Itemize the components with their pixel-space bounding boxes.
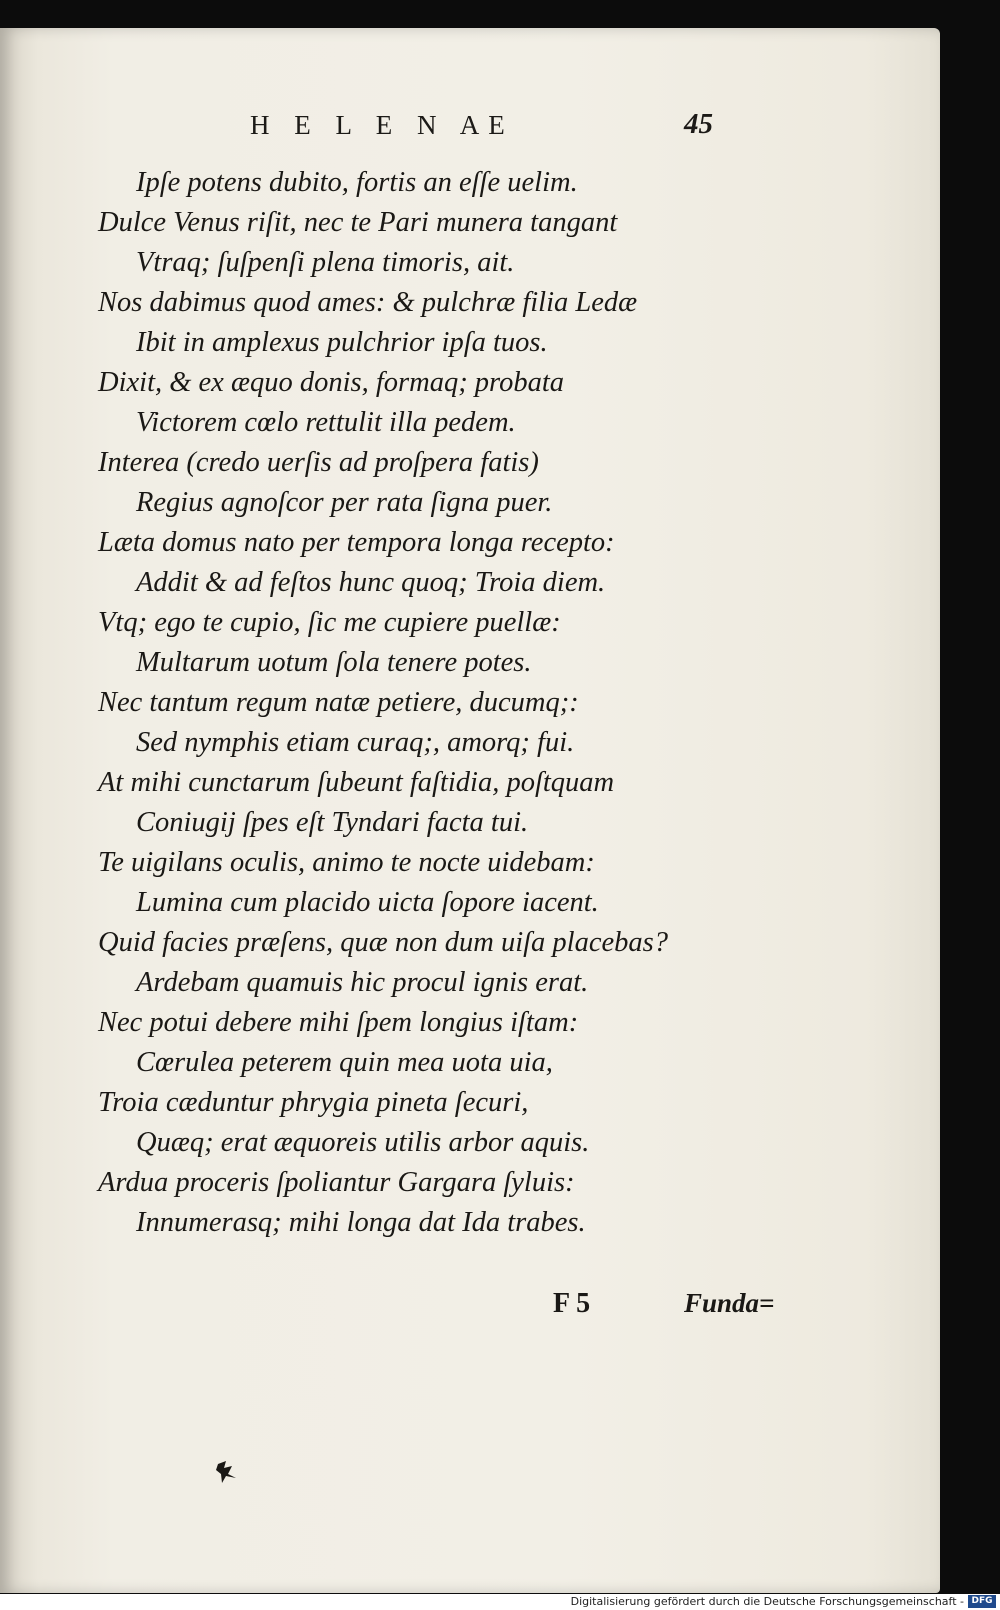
verse-line: Ardua proceris ſpoliantur Gargara ſyluis:: [98, 1167, 575, 1198]
verse-line: Coniugij ſpes eſt Tyndari facta tui.: [136, 807, 529, 838]
page-number: 45: [684, 108, 713, 140]
verse-line: Ibit in amplexus pulchrior ipſa tuos.: [136, 327, 548, 358]
verse-line: Troia cæduntur phrygia pineta ſecuri,: [98, 1087, 529, 1118]
verse-line: Lumina cum placido uicta ſopore iacent.: [136, 887, 599, 918]
running-head: H E L E N AE: [250, 110, 514, 140]
signature-mark: F 5: [553, 1288, 591, 1319]
verse-line: Quid facies præſens, quæ non dum uiſa placebas?: [98, 927, 668, 958]
verse-line: Nec tantum regum natæ petiere, ducumq;:: [98, 687, 579, 718]
verse-block: [98, 163, 798, 1243]
verse-line: Multarum uotum ſola tenere potes.: [136, 647, 532, 678]
verse-line: Vtraq; ſuſpenſi plena timoris, ait.: [136, 247, 515, 278]
verse-line: Nec potui debere mihi ſpem longius iſtam:: [98, 1007, 579, 1038]
dfg-logo: DFG: [968, 1595, 996, 1608]
verse-line: Ipſe potens dubito, fortis an eſſe uelim.: [136, 167, 578, 198]
verse-line: Interea (credo uerſis ad proſpera fatis): [98, 447, 539, 478]
catchword: Funda=: [684, 1288, 775, 1318]
verse-line: Dixit, & ex æquo donis, formaq; probata: [98, 367, 565, 398]
verse-line: Addit & ad feſtos hunc quoq; Troia diem.: [136, 567, 606, 598]
verse-line: Victorem cœlo rettulit illa pedem.: [136, 407, 516, 438]
book-page: [0, 28, 940, 1593]
verse-line: At mihi cunctarum ſubeunt faſtidia, poſtquam: [98, 767, 615, 798]
verse-line: Læta domus nato per tempora longa recepto:: [98, 527, 615, 558]
verse-line: Regius agnoſcor per rata ſigna puer.: [136, 487, 553, 518]
verse-line: Sed nymphis etiam curaq;, amorq; fui.: [136, 727, 575, 758]
funding-credit: Digitalisierung gefördert durch die Deutsche Forschungsgemeinschaft -: [570, 1595, 964, 1608]
verse-line: Cœrulea peterem quin mea uota uia,: [136, 1047, 553, 1078]
verse-line: Nos dabimus quod ames: & pulchræ filia Ledæ: [98, 287, 638, 318]
verse-line: Te uigilans oculis, animo te nocte uidebam:: [98, 847, 595, 878]
verse-line: Innumerasq; mihi longa dat Ida trabes.: [136, 1207, 586, 1238]
verse-line: Quæq; erat æquoreis utilis arbor aquis.: [136, 1127, 590, 1158]
ink-blot-icon: [214, 1458, 240, 1486]
verse-line: Ardebam quamuis hic procul ignis erat.: [136, 967, 589, 998]
verse-line: Vtq; ego te cupio, ſic me cupiere puellæ:: [98, 607, 561, 638]
verse-line: Dulce Venus riſit, nec te Pari munera tangant: [98, 207, 618, 238]
